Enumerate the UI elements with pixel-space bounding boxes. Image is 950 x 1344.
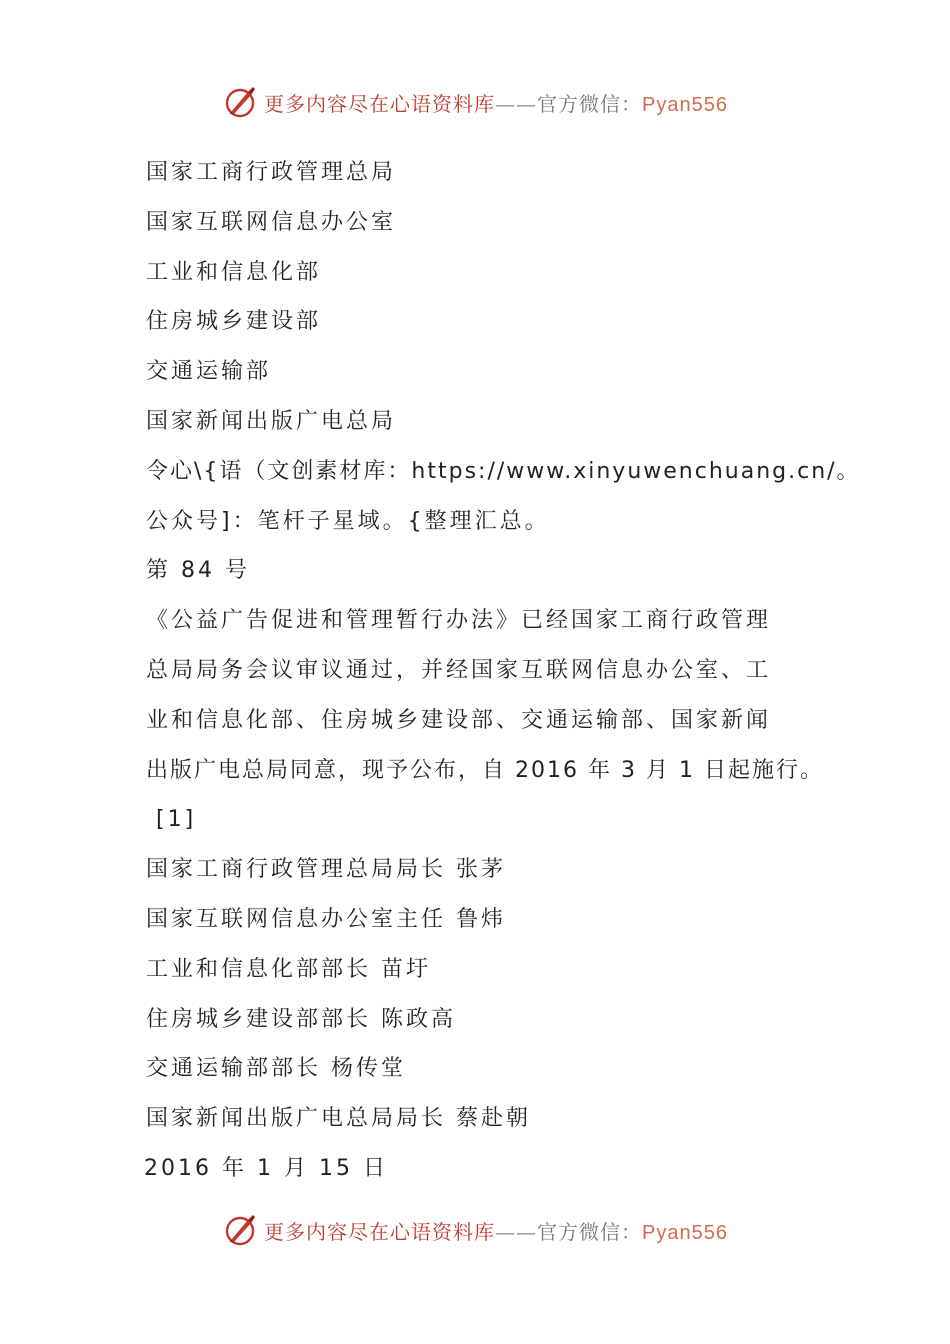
body-line-4: 出版广电总局同意，现予公布，自 2016 年 3 月 1 日起施行。 [146, 757, 824, 783]
issuer-1: 国家工商行政管理总局 [146, 160, 397, 185]
quill-pen-logo-icon [222, 1212, 258, 1248]
watermark-dash: —— [495, 91, 538, 116]
watermark-text [264, 1216, 728, 1245]
watermark-site-name: 更多内容尽在心语资料库 [264, 91, 496, 116]
issuer-6: 国家新闻出版广电总局 [146, 408, 397, 434]
signatory-2: 国家互联网信息办公室主任 鲁炜 [146, 906, 506, 932]
issuer-5: 交通运输部 [146, 359, 272, 385]
document-body [144, 148, 861, 1194]
issuer-4: 住房城乡建设部 [146, 309, 322, 335]
issuer-3: 工业和信息化部 [146, 259, 322, 285]
watermark-dash: —— [495, 1219, 538, 1244]
reference-marker: [1] [156, 807, 197, 833]
watermark-wechat-label: 官方微信： [537, 91, 643, 116]
header-watermark [0, 82, 950, 122]
issue-date: 2016 年 1 月 15 日 [144, 1155, 388, 1181]
watermark-wechat-id: Pyan556 [642, 1221, 728, 1244]
body-line-3: 业和信息化部、住房城乡建设部、交通运输部、国家新闻 [146, 707, 772, 733]
source-note-1: 令心\{语（文创素材库：https://www.xinyuwenchuang.cn/。 [146, 458, 861, 484]
watermark-text [264, 88, 728, 117]
signatory-5: 交通运输部部长 杨传堂 [146, 1056, 406, 1082]
body-line-1: 《公益广告促进和管理暂行办法》已经国家工商行政管理 [146, 608, 772, 634]
signatory-6: 国家新闻出版广电总局局长 蔡赴朝 [146, 1106, 531, 1132]
signatory-1: 国家工商行政管理总局局长 张茅 [146, 857, 506, 883]
signatory-4: 住房城乡建设部部长 陈政高 [146, 1006, 456, 1032]
signatory-3: 工业和信息化部部长 苗圩 [146, 956, 431, 982]
body-line-2: 总局局务会议审议通过，并经国家互联网信息办公室、工 [146, 657, 772, 683]
quill-pen-logo-icon [222, 84, 258, 120]
issuer-2: 国家互联网信息办公室 [146, 209, 397, 235]
source-note-2: 公众号]：笔杆子星域。{整理汇总。 [146, 508, 550, 534]
order-number: 第 84 号 [146, 558, 250, 584]
watermark-wechat-id: Pyan556 [642, 93, 728, 116]
watermark-site-name: 更多内容尽在心语资料库 [264, 1219, 496, 1244]
watermark-wechat-label: 官方微信： [537, 1219, 643, 1244]
footer-watermark [0, 1210, 950, 1250]
